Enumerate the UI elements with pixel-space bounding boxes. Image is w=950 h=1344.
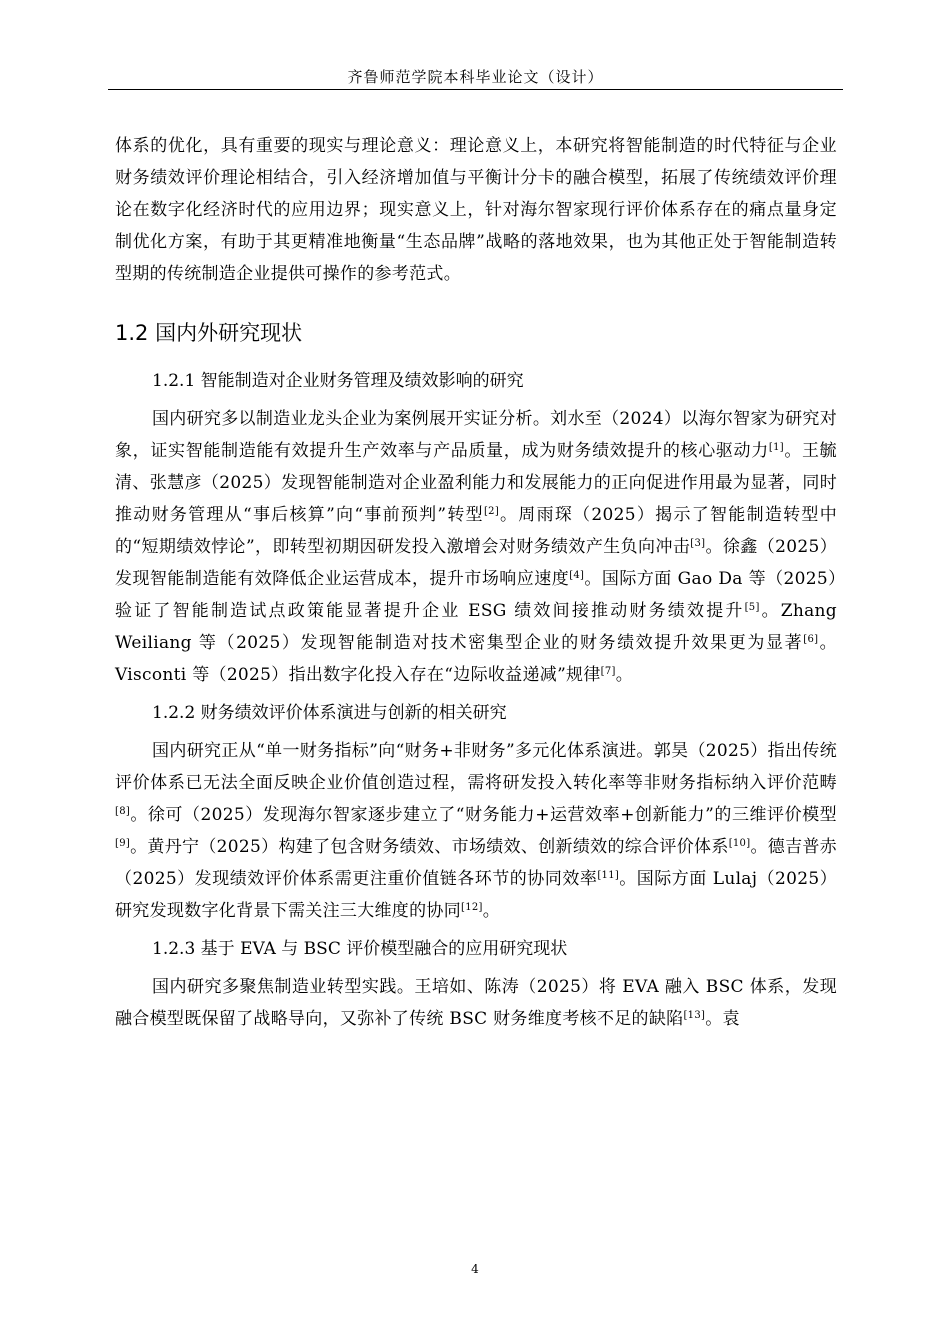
text-run: 。 [615,665,634,685]
citation: [7] [600,666,616,677]
paragraph-smart-manufacturing [115,403,837,691]
text-run: 。Zhang Weiliang 等（2025）发现智能制造对技术密集型企业的财务绩效提升效果更为显著 [115,601,837,653]
subsection-heading-1-2-3: 1.2.3 基于 EVA 与 BSC 评价模型融合的应用研究现状 [152,939,568,959]
citation: [1] [768,442,784,453]
citation: [2] [483,506,500,517]
text-run: 。袁 [705,1009,740,1029]
citation: [3] [690,538,706,549]
citation: [9] [115,838,131,849]
paragraph-intro-continuation: 体系的优化，具有重要的现实与理论意义：理论意义上，本研究将智能制造的时代特征与企业财务绩效评价理论相结合，引入经济增加值与平衡计分卡的融合模型，拓展了传统绩效评价理论在数字化经济时代的应用边界；现实意义上，针对海尔智家现行评价体系存在的痛点量身定制优化方案，有助于其更精准地衡量“生态品牌”战略的落地效果，也为其他正处于智能制造转型期的传统制造企业提供可操作的参考范式。 [115,136,837,284]
text-run: 。王毓清、张慧彦（2025）发现智能制造对企业盈利能力和发展能力的正向促进作用最为显著，同时推动财务管理从“事后核算”向“事前预判”转型 [115,441,837,525]
text-run: 。德吉普赤（2025）发现绩效评价体系需更注重价值链各环节的协同效率 [115,837,838,889]
text-run: 。国际方面 Lulaj（2025）研究发现数字化背景下需关注三大维度的协同 [115,869,837,921]
text-run: 。国际方面 Gao Da 等（2025）验证了智能制造试点政策能显著提升企业 ESG 绩效间接推动财务绩效提升 [115,569,837,621]
text-run: 。黄丹宁（2025）构建了包含财务绩效、市场绩效、创新绩效的综合评价体系 [130,837,729,857]
citation: [13] [683,1010,706,1021]
citation: [5] [744,602,760,613]
text-run: 。徐可（2025）发现海尔智家逐步建立了“财务能力+运营效率+创新能力”的三维评价模型 [130,805,837,825]
page-number: 4 [471,1262,479,1276]
text-run: 国内研究多聚焦制造业转型实践。王培如、陈涛（2025）将 EVA 融入 BSC 体系，发现融合模型既保留了战略导向，又弥补了传统 BSC 财务维度考核不足的缺陷 [115,977,837,1029]
text-run: 。徐鑫（2025）发现智能制造能有效降低企业运营成本，提升市场响应速度 [115,537,837,589]
text-run: 国内研究多以制造业龙头企业为案例展开实证分析。刘水至（2024）以海尔智家为研究对象，证实智能制造能有效提升生产效率与产品质量，成为财务绩效提升的核心驱动力 [115,409,837,461]
header-rule [108,89,843,90]
citation: [6] [803,634,819,645]
citation: [12] [461,902,483,913]
running-header: 齐鲁师范学院本科毕业论文（设计） [347,68,604,86]
citation: [11] [597,870,620,881]
section-heading-1-2: 1.2 国内外研究现状 [115,321,303,345]
citation: [8] [115,806,131,817]
citation: [4] [569,570,585,581]
subsection-heading-1-2-2: 1.2.2 财务绩效评价体系演进与创新的相关研究 [152,703,507,723]
subsection-heading-1-2-1: 1.2.1 智能制造对企业财务管理及绩效影响的研究 [152,371,524,391]
paragraph-eva-bsc [115,971,837,1035]
text-run: 。Visconti 等（2025）指出数字化投入存在“边际收益递减”规律 [115,633,837,685]
text-run: 。 [482,901,501,921]
text-run: 国内研究正从“单一财务指标”向“财务+非财务”多元化体系演进。郭昊（2025）指出传统评价体系已无法全面反映企业价值创造过程，需将研发投入转化率等非财务指标纳入评价范畴 [115,741,837,793]
text-run: 。周雨琛（2025）揭示了智能制造转型中的“短期绩效悖论”，即转型初期因研发投入激增会对财务绩效产生负向冲击 [115,505,837,557]
citation: [10] [728,838,751,849]
page-body [115,130,837,1035]
paragraph-evaluation-system [115,735,837,927]
